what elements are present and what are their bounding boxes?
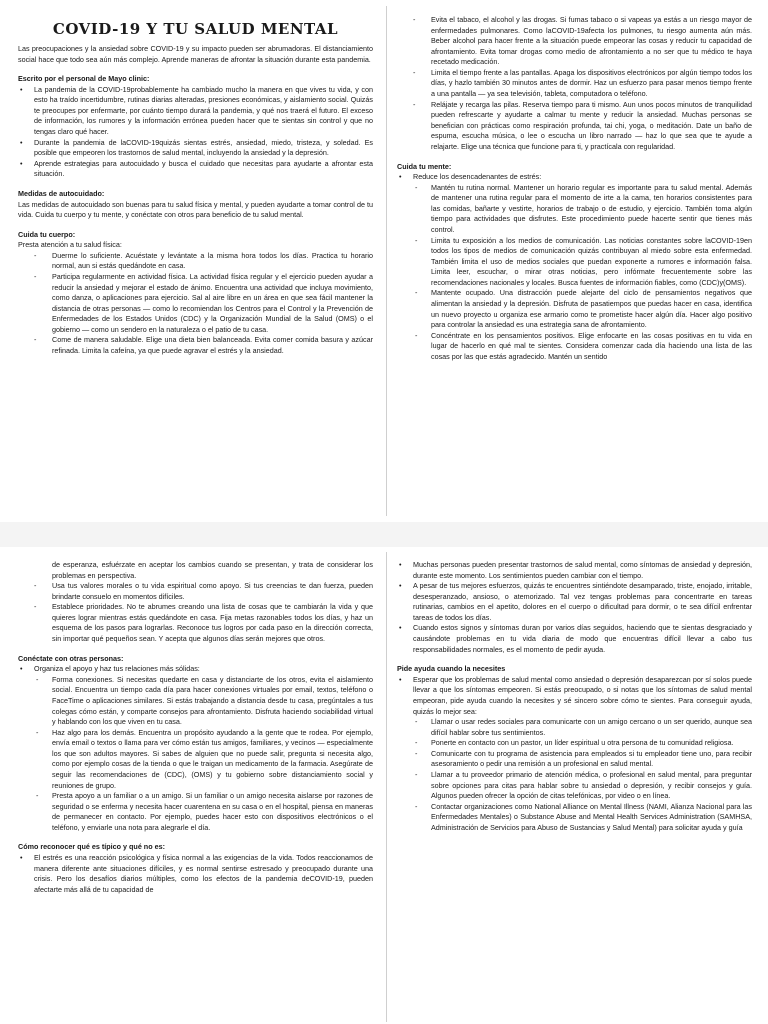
list-item: - Participa regularmente en actividad física. La actividad física regular y el ejercicio pueden ayudar a reducir la ansiedad y mejorar el estado de ánimo. Encuentra una actividad que incluya movimiento, como danza, o aplicaciones para ejercicio. Sal al aire libre en un área en que sea fácil mantener la distancia de otras personas — como lo recomiendan los Centros para el Control y la Prevención de Enfermedades de los Estados Unidos (CDC) y la Organización Mundial de la Salud (OMS) o el gobierno — como un sendero en la naturaleza o el patio de tu casa. (18, 272, 373, 335)
selfcare-paragraph: Las medidas de autocuidado son buenas para tu salud física y mental, y pueden ayudarte a tomar control de tu vida. Cuida tu cuerpo y tu mente, y conéctate con otros para beneficio de tu salud mental. (18, 199, 373, 220)
help-heading: Pide ayuda cuando la necesites (397, 664, 506, 674)
connect-heading: Conéctate con otras personas: (18, 653, 124, 663)
column-top-left (18, 20, 373, 520)
list-item: - Comunicarte con tu programa de asistencia para empleados si tu empleador tiene uno, para recibir asesoramiento o pedir una remisión a un profesional en salud mental. (413, 749, 752, 770)
body-list-continued (397, 15, 752, 153)
connect-list (18, 664, 373, 833)
list-item: - Haz algo para los demás. Encuentra un propósito ayudando a la gente que te rodea. Por ejemplo, envía email o textos o llama para ver cómo están tus amigos, familiares, y vecinos — especialmente los que son adultos mayores. Si sabes de alguien que no puede salir, pregunta si necesita algo, como por ejemplo cosas de la tienda o que le traigan un medicamento de la farmacia. Asegúrate de seguir las recomendaciones de (CDC), (OMS) y tu gobierno sobre distanciamiento social y reuniones de grupo. (34, 728, 373, 791)
body-heading: Cuida tu cuerpo: (18, 229, 76, 239)
body-list (18, 251, 373, 357)
list-item: • Aprende estrategias para autocuidado y busca el cuidado que necesitas para ayudarte a afrontar esta situación. (18, 159, 373, 180)
column-top-right (397, 15, 752, 520)
connect-sublist (34, 675, 373, 834)
typical-list (18, 853, 373, 895)
list-item: - Usa tus valores morales o tu vida espiritual como apoyo. Si tus creencias te dan fuerza, pueden brindarte consuelo en momentos difíciles. (18, 581, 373, 602)
column-bottom-left (18, 560, 373, 1022)
list-item: - Duerme lo suficiente. Acuéstate y levántate a la misma hora todos los días. Practica tu horario normal, aun si estás quedándote en casa. (18, 251, 373, 272)
list-item: - Establece prioridades. No te abrumes creando una lista de cosas que te cambiarán la vida y que quieres lograr mientras estás quedándote en casa. Fija metas razonables todos los días, y haz un esquema de los pasos para lograrlas. Reconoce tus logros por cada paso en la dirección correcta, sin importar qué pequeños sean. Y acepta que algunos días serán mejores que otros. (18, 602, 373, 644)
list-item: - Llamar a tu proveedor primario de atención médica, o profesional en salud mental, para preguntar sobre opciones para citas para hablar sobre tu ansiedad o depresión, y recibir consejos y guía. Algunos pueden ofrecer la opción de citas telefónicas, por video o en línea. (413, 770, 752, 802)
list-item: - Limita tu exposición a los medios de comunicación. Las noticias constantes sobre laCOVID-19en todos los tipos de medios de comunicación quizás contribuyan al miedo sobre esta enfermedad. También limita el uso de medios sociales que puedan exponerte a rumores e información falsa. Limita leer, escuchar, o mirar otras noticias, pero infórmate frecuentemente sobre las recomendaciones nacionales y locales. Busca fuentes de información fiables, como (CDC)y(OMS). (413, 236, 752, 289)
list-item: - Forma conexiones. Si necesitas quedarte en casa y distanciarte de los otros, evita el aislamiento social. Encuentra un tiempo cada día para hacer conexiones virtuales por email, textos, teléfono o FaceTime o aplicaciones similares. Si estás trabajando a distancia desde tu casa, pregúntales a tus colegas cómo están, y comparte consejos para afrontamiento. Disfruta haciendo sociabilidad virtual y hablando con los que viven en tu casa. (34, 675, 373, 728)
list-item: - Llamar o usar redes sociales para comunicarte con un amigo cercano o un ser querido, aunque sea difícil hablar sobre tus sentimientos. (413, 717, 752, 738)
list-item (397, 675, 752, 834)
mind-list (397, 172, 752, 362)
help-lead: Esperar que los problemas de salud mental como ansiedad o depresión desaparezcan por sí solos puede llevar a que los síntomas empeoren. Si estás preocupado, o si notas que los síntomas de salud mental empeoran, pide ayuda cuando la necesites y sé sincero sobre cómo te sientes. Para conseguir ayuda, quizás lo mejor sea: (413, 674, 752, 716)
staff-list (18, 85, 373, 180)
list-item: - Mantente ocupado. Una distracción puede alejarte del ciclo de pensamientos negativos que alimentan la ansiedad y la depresión. Disfruta de pasatiempos que puedas hacer en casa, identifica un nuevo proyecto u organiza ese armario como te prometiste hacer algún día. Hacer algo positivo para controlar la ansiedad es una estrategia sana de afrontamiento. (413, 288, 752, 330)
list-item: • La pandemia de la COVID-19probablemente ha cambiado mucho la manera en que vives tu vida, y con esto ha traído incertidumbre, rutinas diarias alteradas, presiones económicas, y aislamiento social. Quizás te preocupes por enfermarte, por cuánto tiempo durará la pandemia, y qué nos traerá el futuro. El exceso de información, los rumores y la información errónea pueden hacer que te sientas sin control y que no tengas claro qué hacer. (18, 85, 373, 138)
page-title: COVID-19 Y TU SALUD MENTAL (52, 20, 339, 38)
staff-heading: Escrito por el personal de Mayo clinic: (18, 74, 150, 84)
page-gap (0, 522, 768, 547)
list-item: • A pesar de tus mejores esfuerzos, quizás te encuentres sintiéndote desamparado, triste, enojado, irritable, desesperanzado, ansioso, o atemorizado. Tal vez tengas problemas para concentrarte en tareas rutinarias, cambios en el apetito, dolores en el cuerpo o dificultad para dormir, o te sea difícil enfrentar tareas de todos los días. (397, 581, 752, 623)
list-item: - Limita el tiempo frente a las pantallas. Apaga los dispositivos electrónicos por algún tiempo todos los días, y hazlo también 30 minutos antes de dormir. Haz un esfuerzo para pasar menos tiempo frente a una pantalla — ya sea televisión, tableta, computadora o teléfono. (397, 68, 752, 100)
intro-paragraph: Las preocupaciones y la ansiedad sobre COVID-19 y su impacto pueden ser abrumadoras. El distanciamiento social hace que todo sea aún más complejo. Aprende maneras de afrontar la situación durante esta pandemia. (18, 44, 373, 64)
list-item: - Concéntrate en los pensamientos positivos. Elige enfocarte en las cosas positivas en tu vida en lugar de hacerlo en qué mal te sientes. Considera comenzar cada día haciendo una lista de las cosas por las que estás agradecido. Mantén un sentido (413, 331, 752, 363)
mind-heading: Cuida tu mente: (397, 161, 452, 171)
list-item: - Evita el tabaco, el alcohol y las drogas. Si fumas tabaco o si vapeas ya estás a un riesgo mayor de enfermedades pulmonares. Como laCOVID-19afecta los pulmones, tu riesgo aumenta aún más. Beber alcohol para hacer frente a la situación puede empeorar las cosas y reducir tu capacidad de afrontamiento. Evita tomar drogas como medio de afrontamiento a no ser que tu médico te haya recetado medicación. (397, 15, 752, 68)
column-divider (386, 552, 387, 1022)
list-item: - Come de manera saludable. Elige una dieta bien balanceada. Evita comer comida basura y azúcar refinada. Limita la cafeína, ya que puede agravar el estrés y la ansiedad. (18, 335, 373, 356)
list-item: - Mantén tu rutina normal. Mantener un horario regular es importante para tu salud mental. Además de mantener una rutina regular para el momento de irte a la cama, ten horarios consistentes para las comidas, bañarte y vestirte, horarios de trabajo o de estudio, y ejercicio. También toma algún tiempo para actividades que disfrutes. Este procedimiento puede hacerte sentir que tienes más control. (413, 183, 752, 236)
list-item: • El estrés es una reacción psicológica y física normal a las exigencias de la vida. Todos reaccionamos de manera diferente ante situaciones difíciles, y es normal sentirse estresado y preocupado durante una crisis. Pero los desafíos diarios múltiples, como los efectos de la pandemia deCOVID-19, pueden afectarte más allá de tu capacidad de (18, 853, 373, 895)
continuation-text: de esperanza, esfuérzate en aceptar los cambios cuando se presentan, y trata de considerar los problemas en perspectiva. (52, 560, 373, 580)
list-item: • Muchas personas pueden presentar trastornos de salud mental, como síntomas de ansiedad y depresión, durante este momento. Los sentimientos pueden cambiar con el tiempo. (397, 560, 752, 581)
list-item: • Durante la pandemia de laCOVID-19quizás sientas estrés, ansiedad, miedo, tristeza, y soledad. Es posible que empeoren los trastornos de salud mental, incluyendo la ansiedad y la depresión. (18, 138, 373, 159)
typical-list-continued (397, 560, 752, 655)
connect-lead: Organiza el apoyo y haz tus relaciones más sólidas: (34, 664, 200, 674)
column-bottom-right (397, 560, 752, 1022)
body-lead: Presta atención a tu salud física: (18, 240, 122, 250)
list-item: - Presta apoyo a un familiar o a un amigo. Si un familiar o un amigo necesita aislarse por razones de seguridad o se enferma y necesita hacer cuarentena en su casa o en el hospital, piensa en maneras de permanecer en contacto. Por ejemplo, puedes hacer esto con dispositivos electrónicos o el teléfono, y enviarle una nota para alegrarle el día. (34, 791, 373, 833)
list-item: • Cuando estos signos y síntomas duran por varios días seguidos, haciendo que te sientas desgraciado y causándote problemas en tu vida diaria de modo que encuentras difícil llevar a cabo tus responsabilidades normales, es el momento de pedir ayuda. (397, 623, 752, 655)
column-divider (386, 6, 387, 516)
selfcare-heading: Medidas de autocuidado: (18, 188, 105, 198)
typical-heading: Cómo reconocer qué es típico y qué no es: (18, 842, 165, 852)
mind-sublist (413, 183, 752, 363)
mind-list-continued (18, 581, 373, 644)
list-item (18, 664, 373, 833)
mind-lead: Reduce los desencadenantes de estrés: (413, 172, 542, 182)
help-sublist (413, 717, 752, 833)
list-item (397, 172, 752, 362)
list-item: - Ponerte en contacto con un pastor, un líder espiritual u otra persona de tu comunidad religiosa. (413, 738, 752, 749)
help-list (397, 675, 752, 834)
list-item: - Relájate y recarga las pilas. Reserva tiempo para ti mismo. Aun unos pocos minutos de tranquilidad pueden refrescarte y ayudarte a calmar tu mente y reducir la ansiedad. Muchas personas se benefician con prácticas como respiración profunda, tai chi, yoga, o meditación. Date un baño de espuma, escucha música, o lee o escucha un libro narrado — haz lo que sea que te ayude a relajarte. Elige una técnica que funcione para ti, y practícala con regularidad. (397, 100, 752, 153)
list-item: - Contactar organizaciones como National Alliance on Mental Illness (NAMI, Alianza Nacional para las Enfermedades Mentales) o Substance Abuse and Mental Health Services Administration (SAMHSA, Administración de Servicios para Abuso de Sustancias y Salud Mental) para solicitar ayuda y guía (413, 802, 752, 834)
